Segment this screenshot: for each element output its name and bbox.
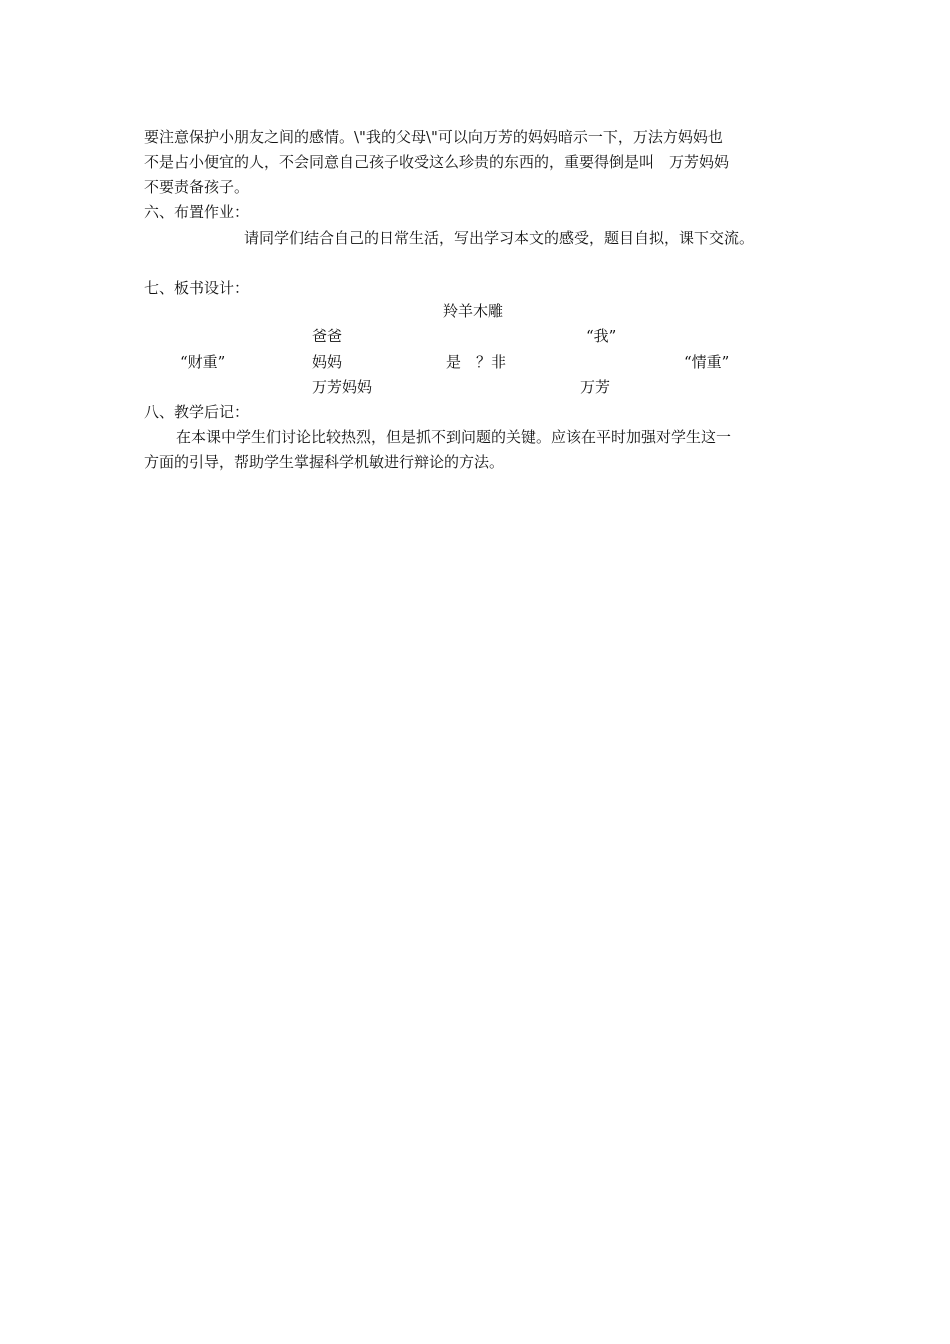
board-right-top: “我” [586,327,617,345]
paragraph-line-1: 要注意保护小朋友之间的感情。\"我的父母\"可以向万芳的妈妈暗示一下，万法方妈妈也 [144,128,723,146]
board-left-bottom: 万芳妈妈 [312,378,373,396]
board-left-label: “财重” [180,353,226,371]
paragraph-line-2: 不是占小便宜的人，不会同意自己孩子收受这么珍贵的东西的，重要得倒是叫 万芳妈妈 [144,153,730,171]
board-title: 羚羊木雕 [443,302,504,320]
board-right-label: “情重” [684,353,730,371]
teaching-notes-line-1: 在本课中学生们讨论比较热烈，但是抓不到问题的关键。应该在平时加强对学生这一 [176,428,732,446]
paragraph-line-3: 不要责备孩子。 [144,178,250,196]
board-left-top: 爸爸 [312,327,343,345]
teaching-notes-line-2: 方面的引导，帮助学生掌握科学机敏进行辩论的方法。 [144,453,505,471]
section-heading-teaching-notes: 八、教学后记： [144,403,250,421]
board-left-middle: 妈妈 [312,353,343,371]
board-center: 是 ？非 [446,353,507,371]
board-right-bottom: 万芳 [580,378,611,396]
section-heading-board-design: 七、板书设计： [144,279,250,297]
homework-body: 请同学们结合自己的日常生活，写出学习本文的感受，题目自拟，课下交流。 [244,229,755,247]
section-heading-homework: 六、布置作业： [144,203,250,221]
